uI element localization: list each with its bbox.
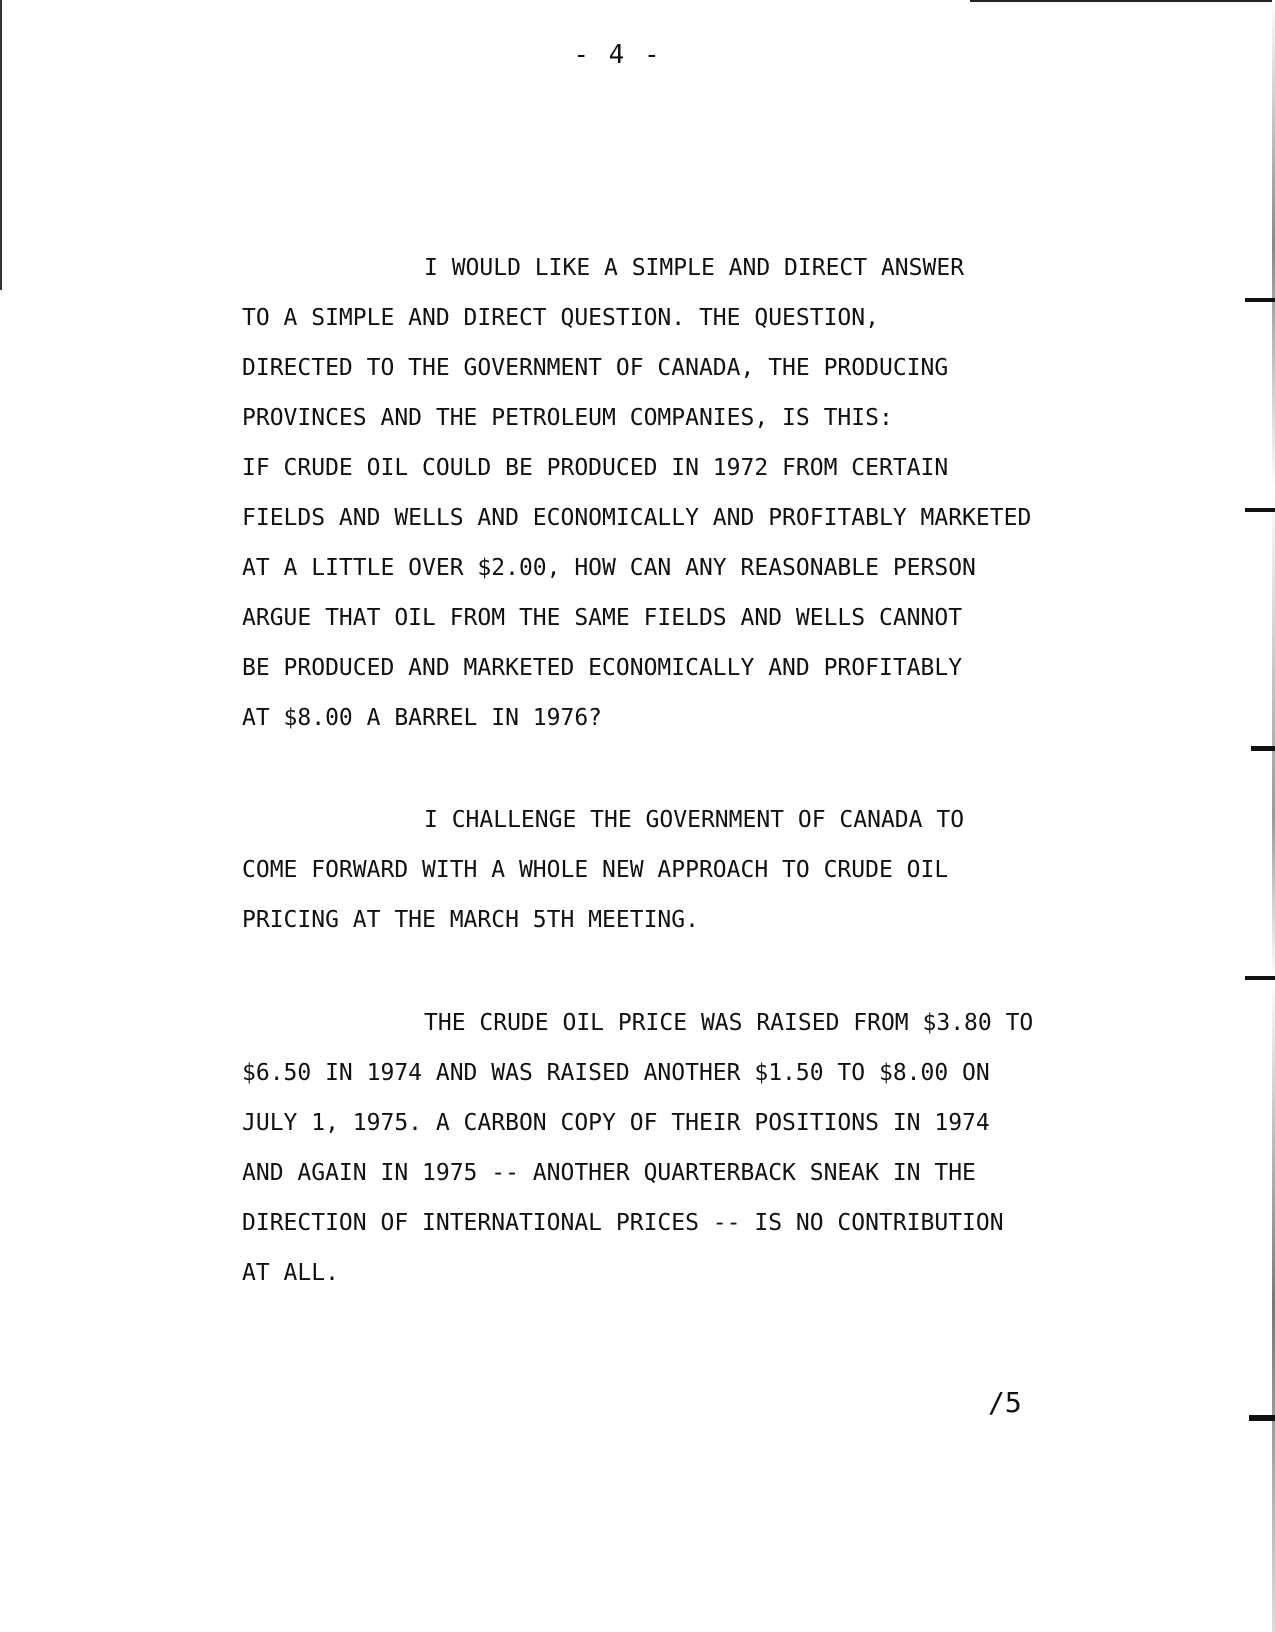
scan-tick	[1249, 1415, 1275, 1421]
text-line: FIELDS AND WELLS AND ECONOMICALLY AND PROFITABLY MARKETED	[242, 505, 1032, 531]
text-line: AT ALL.	[242, 1260, 339, 1286]
continuation-mark: /5	[988, 1386, 1022, 1419]
scan-tick	[1245, 298, 1275, 302]
text-line: I CHALLENGE THE GOVERNMENT OF CANADA TO	[424, 807, 965, 833]
text-line: AT A LITTLE OVER $2.00, HOW CAN ANY REASONABLE PERSON	[242, 555, 976, 581]
text-line: COME FORWARD WITH A WHOLE NEW APPROACH TO CRUDE OIL	[242, 857, 949, 883]
scan-tick	[1251, 746, 1275, 751]
text-line: PROVINCES AND THE PETROLEUM COMPANIES, IS THIS:	[242, 405, 893, 431]
paragraph-challenge	[242, 795, 1122, 945]
text-line: PRICING AT THE MARCH 5TH MEETING.	[242, 907, 699, 933]
text-line: DIRECTION OF INTERNATIONAL PRICES -- IS NO CONTRIBUTION	[242, 1210, 1004, 1236]
text-line: TO A SIMPLE AND DIRECT QUESTION. THE QUESTION,	[242, 305, 879, 331]
text-line: ARGUE THAT OIL FROM THE SAME FIELDS AND WELLS CANNOT	[242, 605, 963, 631]
text-line: BE PRODUCED AND MARKETED ECONOMICALLY AND PROFITABLY	[242, 655, 963, 681]
text-line: JULY 1, 1975. A CARBON COPY OF THEIR POSITIONS IN 1974	[242, 1110, 990, 1136]
text-line: I WOULD LIKE A SIMPLE AND DIRECT ANSWER	[424, 255, 965, 281]
text-line: AND AGAIN IN 1975 -- ANOTHER QUARTERBACK SNEAK IN THE	[242, 1160, 976, 1186]
page-number: - 4 -	[573, 40, 662, 70]
text-line: AT $8.00 A BARREL IN 1976?	[242, 705, 603, 731]
text-line: DIRECTED TO THE GOVERNMENT OF CANADA, THE PRODUCING	[242, 355, 949, 381]
scan-tick	[1245, 508, 1275, 512]
text-line: THE CRUDE OIL PRICE WAS RAISED FROM $3.80 TO	[424, 1010, 1034, 1036]
paragraph-price-history	[242, 998, 1122, 1298]
scan-edge-top	[970, 0, 1275, 2]
scan-tick	[1245, 976, 1275, 980]
paragraph-simple-direct-question	[242, 243, 1122, 743]
text-line: $6.50 IN 1974 AND WAS RAISED ANOTHER $1.50 TO $8.00 ON	[242, 1060, 990, 1086]
text-line: IF CRUDE OIL COULD BE PRODUCED IN 1972 FROM CERTAIN	[242, 455, 949, 481]
